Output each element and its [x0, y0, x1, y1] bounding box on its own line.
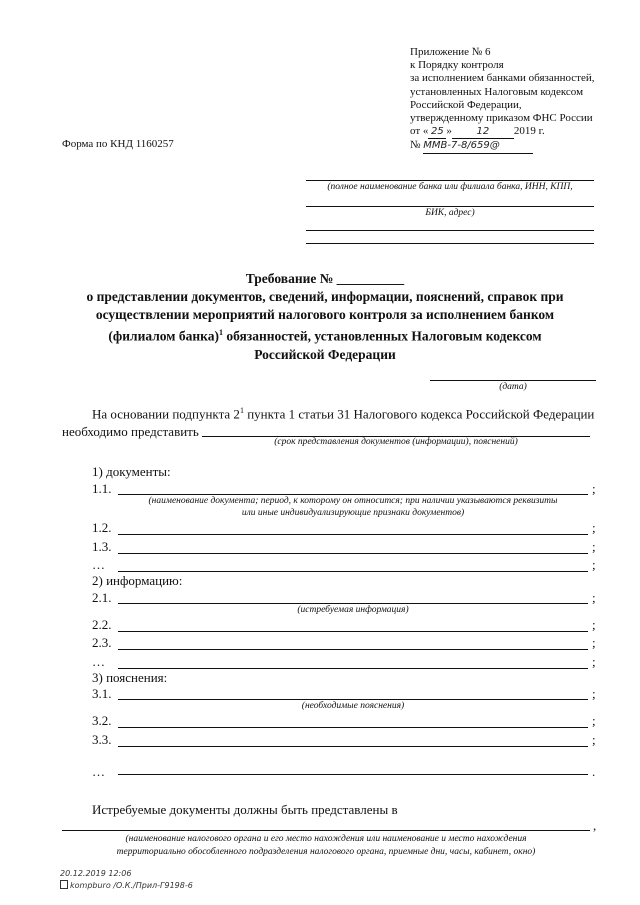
entry-line — [118, 553, 588, 554]
order-number-value: ММВ-7-8/659@ — [423, 139, 533, 153]
entry-line — [118, 746, 588, 747]
entry-line — [118, 534, 588, 535]
header-line: Приложение № 6 — [410, 46, 491, 58]
item-label: 2.1. — [92, 590, 112, 605]
entry-line — [118, 668, 588, 669]
entry-line — [118, 631, 588, 632]
entry-line — [118, 571, 588, 572]
entry-line — [118, 603, 588, 604]
document-title: Требование № __________ о представлении документов, сведений, информации, пояснений, справок при осуществлении мероприятий налогового контроля за исполнением банком (филиалом банка)$^1$ обязанностей, установленных Налоговым кодексом Российской Федерации — [86, 271, 564, 362]
item-label: … — [92, 557, 105, 572]
docs-caption: (наименование документа; период, к которому он относится; при наличии указываются реквизиты — [148, 496, 558, 506]
order-date: от « 25 » 12 2019 г. — [410, 125, 595, 139]
item-label: 3.1. — [92, 686, 112, 701]
submit-text: Истребуемые документы должны быть представлены в — [92, 802, 398, 817]
header-line: Российской Федерации, — [410, 98, 522, 111]
authority-caption: территориально обособленного подразделения налогового органа, приемные дни, часы, кабинет, окно) — [116, 847, 536, 857]
bank-line — [306, 206, 594, 207]
need-text: необходимо представить — [62, 424, 199, 439]
bank-line — [306, 243, 594, 244]
section-info-title: 2) информацию: — [92, 573, 183, 588]
info-caption: (истребуемая информация) — [297, 605, 409, 615]
entry-line — [118, 774, 588, 775]
item-label: … — [92, 764, 105, 779]
item-label: … — [92, 654, 105, 669]
authority-line — [62, 830, 590, 831]
entry-line — [118, 649, 588, 650]
header-line: установленных Налоговым кодексом — [410, 85, 584, 98]
expl-caption: (необходимые пояснения) — [301, 701, 405, 711]
entry-line — [118, 699, 588, 700]
item-label: 2.2. — [92, 617, 112, 632]
header-line: за исполнением банками обязанностей, — [410, 72, 595, 85]
bank-line — [306, 230, 594, 231]
appendix-header — [410, 46, 595, 154]
date-caption: (дата) — [499, 382, 527, 392]
date-line — [430, 380, 596, 381]
header-line: к Порядку контроля — [410, 59, 504, 72]
footer-timestamp: 20.12.2019 12:06 — [60, 869, 132, 878]
date-day: 25 — [428, 125, 446, 139]
basis-text: На основании подпункта $2^1$ пункта 1 статьи 31 Налогового кодекса Российской Федерации — [92, 406, 595, 422]
header-line: утвержденному приказом ФНС России — [410, 112, 593, 125]
item-label: 2.3. — [92, 635, 112, 650]
item-label: 1.3. — [92, 539, 112, 554]
entry-line — [118, 494, 588, 495]
footer-file: kompburo /О.К./Прил-Г9198-6 — [60, 880, 193, 891]
date-month: 12 — [452, 125, 514, 139]
docs-caption: или иные индивидуализирующие признаки документов) — [241, 508, 465, 518]
item-label: 3.2. — [92, 713, 112, 728]
deadline-caption: (срок представления документов (информации), пояснений) — [274, 437, 518, 447]
item-label: 3.3. — [92, 732, 112, 747]
file-icon — [60, 880, 68, 889]
bank-caption: БИК, адрес) — [425, 208, 475, 218]
date-year: 2019 г. — [513, 125, 545, 138]
entry-line — [118, 727, 588, 728]
section-docs-title: 1) документы: — [92, 464, 171, 479]
item-label: 1.1. — [92, 481, 112, 496]
authority-caption: (наименование налогового органа и его место нахождения или наименование и место нахождения — [125, 834, 527, 844]
bank-line — [306, 180, 594, 181]
order-number: № ММВ-7-8/659@ — [410, 139, 595, 153]
section-expl-title: 3) пояснения: — [92, 670, 168, 685]
item-label: 1.2. — [92, 520, 112, 535]
bank-caption: (полное наименование банка или филиала банка, ИНН, КПП, — [327, 182, 573, 192]
form-code: Форма по КНД 1160257 — [62, 138, 174, 150]
